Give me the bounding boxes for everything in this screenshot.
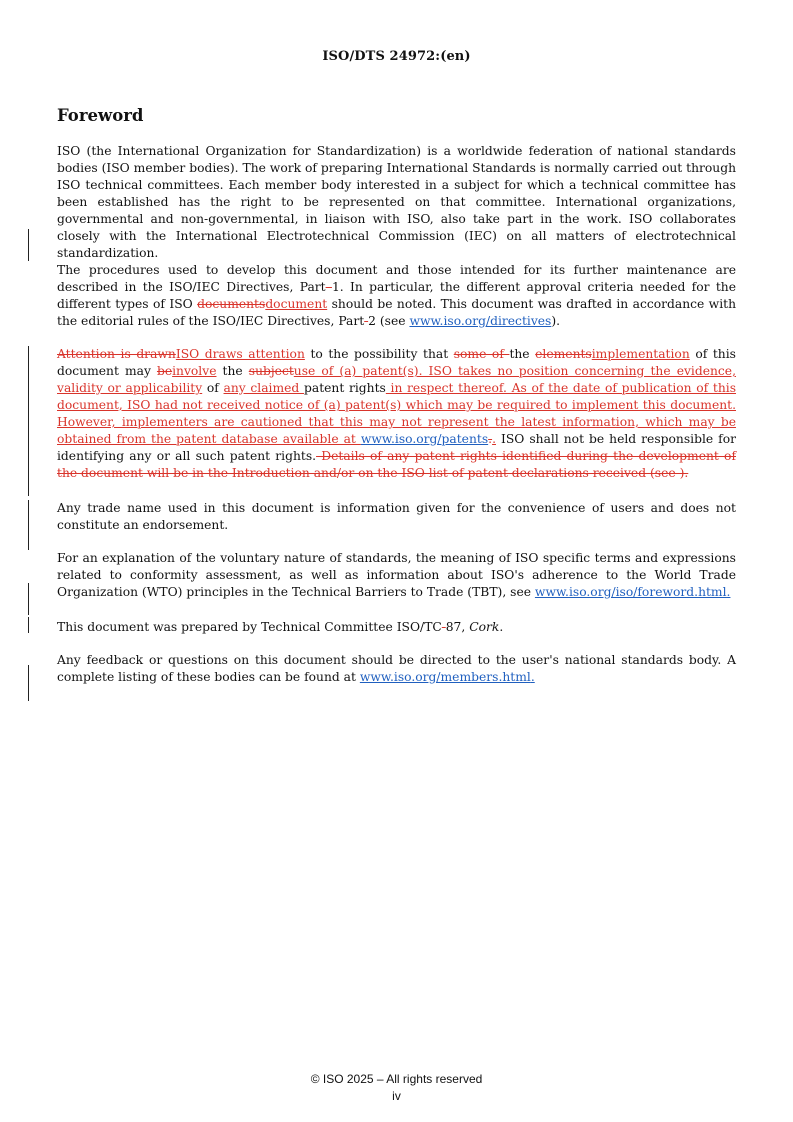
- deleted-text: .: [488, 432, 493, 446]
- text-run: the: [509, 347, 536, 361]
- change-bar: [28, 665, 29, 701]
- inserted-text: document: [265, 297, 328, 311]
- change-bar: [28, 583, 29, 615]
- paragraph-procedures: [57, 262, 736, 330]
- inserted-text: ISO draws attention: [175, 347, 305, 361]
- deleted-text: Details of any patent rights identified during the development of the document will be in the Introduction and/or on the ISO list of patent declarations received (see ).: [57, 449, 736, 480]
- text-run: the: [216, 364, 249, 378]
- copyright-notice: © ISO 2025 – All rights reserved: [310, 1072, 483, 1086]
- text-run: 2 (see: [368, 314, 410, 328]
- inserted-text: implementation: [591, 347, 690, 361]
- text-run: Any feedback or questions on this document should be directed to the user's national standards body. A complete listing of these bodies can be found at: [57, 653, 736, 684]
- link-period: .: [726, 585, 731, 599]
- deleted-text: some of: [453, 347, 510, 361]
- patents-link[interactable]: www.iso.org/patents: [360, 432, 489, 446]
- text-run: 1. In particular, the different approval criteria needed for the different types of ISO: [57, 280, 736, 311]
- members-link[interactable]: www.iso.org/members.html: [359, 670, 531, 684]
- foreword-link[interactable]: www.iso.org/iso/foreword.html: [534, 585, 727, 599]
- text-run: to the possibility that: [304, 347, 454, 361]
- text-run: 87,: [445, 620, 470, 634]
- deleted-text: be: [156, 364, 173, 378]
- page-footer: [0, 1071, 793, 1105]
- paragraph-committee: [57, 619, 736, 636]
- paragraph-patent-rights: [57, 346, 736, 482]
- text-run: The procedures used to develop this document and those intended for its further maintenance are described in the ISO/IEC Directives, Part: [57, 263, 736, 294]
- document-header: ISO/DTS 24972:(en): [322, 49, 471, 64]
- deleted-text: Attention is drawn: [57, 347, 176, 361]
- paragraph-feedback: [57, 652, 736, 686]
- text-run: This document was prepared by Technical Committee ISO/TC: [57, 620, 442, 634]
- inserted-text: in respect thereof. As of the date of publication of this document, ISO had not received notice of (a) patent(s) which may be required to implement this document. However, implementers are cautioned that this may not represent the latest information, which may be obtained from the patent database available at: [57, 381, 737, 446]
- text-run: of: [202, 381, 224, 395]
- committee-name: Cork: [469, 620, 500, 634]
- paragraph-iso-intro: ISO (the International Organization for Standardization) is a worldwide federation of national standards bodies (ISO member bodies). The work of preparing International Standards is normally carried out through ISO technical committees. Each member body interested in a subject for which a technical committee has been established has the right to be represented on that committee. International organizations, governmental and non-governmental, in liaison with ISO, also take part in the work. ISO collaborates closely with the International Electrotechnical Commission (IEC) on all matters of electrotechnical standardization.: [57, 144, 736, 260]
- link-period: .: [530, 670, 535, 684]
- directives-link[interactable]: www.iso.org/directives: [409, 314, 552, 328]
- text-run: .: [499, 620, 504, 634]
- deleted-text: elements: [535, 347, 592, 361]
- change-bar: [28, 229, 29, 261]
- text-run: For an explanation of the voluntary nature of standards, the meaning of ISO specific terms and expressions related to conformity assessment, as well as information about ISO's adherence to the World Trade Organization (WTO) principles in the Technical Barriers to Trade (TBT), see: [57, 551, 736, 599]
- inserted-text: any claimed: [223, 381, 304, 395]
- text-run: of this document may: [57, 347, 736, 378]
- inserted-text: involve: [172, 364, 217, 378]
- text-run: ).: [551, 314, 561, 328]
- inserted-text: use of (a) patent(s). ISO takes no position concerning the evidence, validity or applicability: [57, 364, 736, 395]
- deleted-text: documents: [197, 297, 266, 311]
- page-number: iv: [392, 1089, 401, 1103]
- change-bar: [28, 500, 29, 550]
- text-run: ISO shall not be held responsible for identifying any or all such patent rights.: [57, 432, 736, 463]
- change-bar: [28, 617, 29, 633]
- paragraph-voluntary-nature: [57, 550, 736, 601]
- deleted-text: subject: [248, 364, 294, 378]
- page-title: Foreword: [57, 106, 144, 125]
- inserted-text: .: [492, 432, 496, 446]
- text-run: should be noted. This document was drafted in accordance with the editorial rules of the ISO/IEC Directives, Part: [57, 297, 737, 328]
- change-bar: [28, 346, 29, 496]
- paragraph-trade-name: Any trade name used in this document is information given for the convenience of users and does not constitute an endorsement.: [57, 501, 736, 532]
- text-run: patent rights: [304, 381, 386, 395]
